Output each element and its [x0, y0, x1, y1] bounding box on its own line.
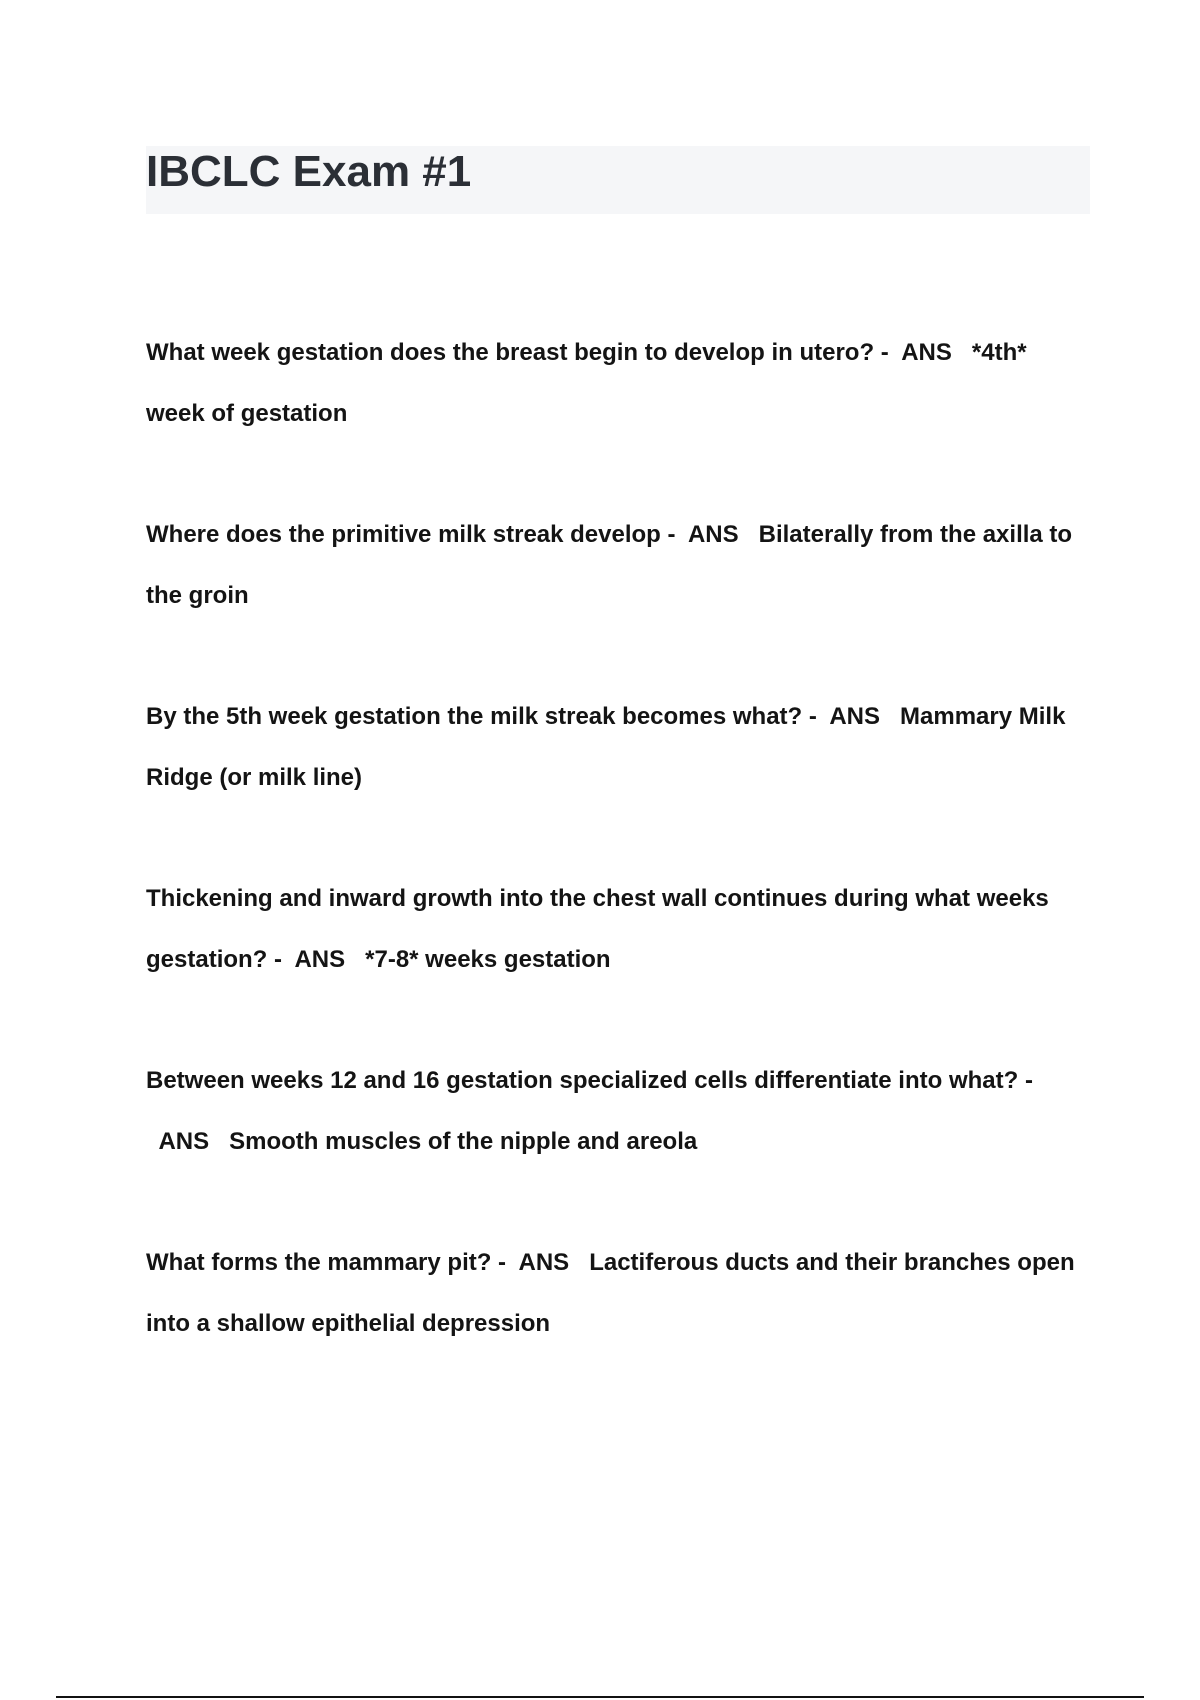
question-text: Between weeks 12 and 16 gestation specialized cells differentiate into what? -: [146, 1067, 1033, 1094]
qa-item: [146, 1050, 1076, 1232]
document-title: IBCLC Exam #1: [146, 147, 472, 196]
question-text: By the 5th week gestation the milk streak becomes what? -: [146, 703, 817, 730]
qa-item: [146, 686, 1076, 868]
answer-text: Mammary Milk Ridge (or milk line): [146, 703, 1066, 791]
qa-item: [146, 322, 1076, 504]
answer-label: ANS: [687, 521, 739, 548]
answer-label: ANS: [294, 946, 346, 973]
answer-text: Lactiferous ducts and their branches open into a shallow epithelial depression: [146, 1249, 1075, 1337]
qa-item: [146, 868, 1076, 1050]
qa-item: [146, 504, 1076, 686]
answer-text: Bilaterally from the axilla to the groin: [146, 521, 1073, 609]
answer-label: ANS: [518, 1249, 570, 1276]
qa-item: [146, 1232, 1076, 1414]
question-text: What forms the mammary pit? -: [146, 1249, 507, 1276]
answer-text: *7-8* weeks gestation: [365, 946, 611, 973]
answer-label: ANS: [158, 1128, 210, 1155]
question-text: What week gestation does the breast begin to develop in utero? -: [146, 339, 889, 366]
answer-label: ANS: [829, 703, 880, 730]
answer-text: *4th* week of gestation: [146, 339, 1027, 427]
qa-list: [146, 322, 1076, 1414]
footer-divider: [56, 1696, 1144, 1698]
question-text: Thickening and inward growth into the chest wall continues during what weeks gestation? -: [146, 885, 1049, 973]
answer-label: ANS: [901, 339, 952, 366]
answer-text: Smooth muscles of the nipple and areola: [229, 1128, 698, 1155]
question-text: Where does the primitive milk streak develop -: [146, 521, 676, 548]
